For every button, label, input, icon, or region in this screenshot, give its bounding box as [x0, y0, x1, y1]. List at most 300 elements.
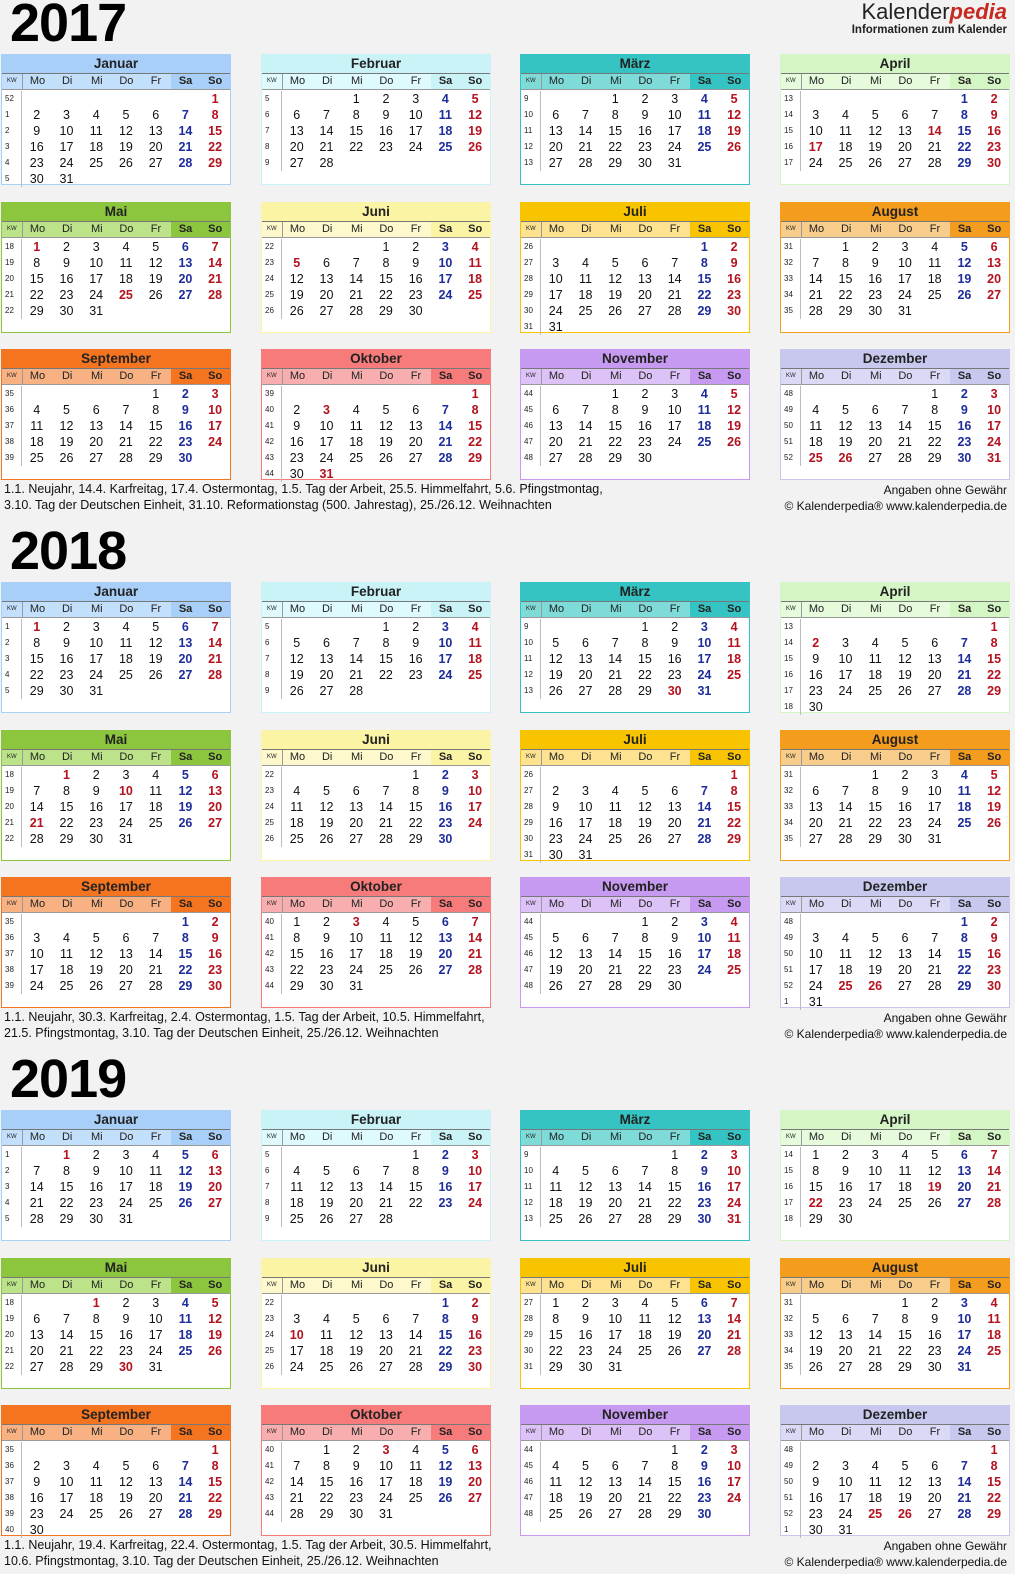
day-cell	[401, 978, 431, 994]
day-cell: 25	[548, 1507, 563, 1521]
day-cell: 13	[578, 652, 593, 666]
day-cell: 11	[957, 784, 971, 798]
weekday-label-mo: Mo	[29, 751, 46, 763]
day-cell: 6	[352, 1164, 360, 1178]
day-cell: 30	[319, 979, 334, 993]
day-cell: 4	[812, 403, 820, 417]
day-cell: 16	[957, 419, 972, 433]
day-cell: 1	[812, 1148, 820, 1162]
day-cell: 24	[349, 963, 364, 977]
day-cell: 20	[118, 963, 133, 977]
day-cell: 4	[841, 108, 849, 122]
day-cell	[920, 91, 950, 107]
holiday-list	[4, 481, 744, 513]
day-cell	[860, 699, 890, 715]
day-cell: 16	[468, 1328, 483, 1342]
day-cell: 18	[697, 419, 712, 433]
day-cell: 15	[987, 1475, 1002, 1489]
day-cell: 22	[897, 1344, 912, 1358]
day-cell	[371, 1147, 401, 1163]
day-cell: 15	[667, 1180, 682, 1194]
day-cell: 25	[408, 1491, 423, 1505]
day-cell: 9	[122, 1312, 130, 1326]
week-number-header: KW	[781, 1278, 802, 1293]
day-cell: 19	[289, 288, 304, 302]
day-cell: 27	[578, 684, 593, 698]
day-cell: 16	[178, 419, 193, 433]
week-number: 52	[2, 91, 22, 107]
weekday-label-fr: Fr	[150, 751, 162, 763]
holiday-line: 1.1. Neujahr, 19.4. Karfreitag, 22.4. Ostermontag, 1.5. Tag der Arbeit, 30.5. Himmelfahrt,	[4, 1538, 492, 1552]
day-cell: 26	[927, 1196, 942, 1210]
day-cell	[282, 619, 312, 635]
day-cell: 29	[868, 832, 883, 846]
month-februar	[261, 54, 491, 185]
week-number: 14	[781, 635, 801, 651]
day-cell: 3	[901, 240, 909, 254]
day-cell: 31	[667, 156, 682, 170]
day-cell	[890, 386, 920, 402]
day-cell	[141, 91, 171, 107]
weekday-label-mi: Mi	[609, 1279, 622, 1291]
day-cell: 5	[322, 1164, 330, 1178]
week-number-header: KW	[262, 1130, 283, 1145]
week-row	[2, 418, 230, 434]
week-row	[781, 1147, 1009, 1163]
week-number: 35	[2, 914, 22, 930]
day-cell: 3	[990, 387, 998, 401]
day-cell: 22	[208, 140, 223, 154]
weeks	[2, 913, 230, 994]
day-cell: 1	[322, 1443, 330, 1457]
day-cell: 13	[808, 800, 823, 814]
day-cell: 10	[548, 272, 563, 286]
week-row	[521, 914, 749, 930]
week-row	[2, 1311, 230, 1327]
day-cell: 23	[408, 668, 423, 682]
week-row	[2, 930, 230, 946]
day-cell: 3	[412, 92, 420, 106]
day-cell	[690, 155, 720, 171]
week-row	[2, 91, 230, 107]
weekday-label-mo: Mo	[808, 751, 825, 763]
day-cell: 31	[987, 451, 1002, 465]
weekday-label-mi: Mi	[609, 223, 622, 235]
day-cell	[541, 1147, 571, 1163]
day-cell: 22	[208, 1491, 223, 1505]
week-row	[521, 239, 749, 255]
day-cell: 22	[927, 435, 942, 449]
day-cell: 2	[33, 1459, 41, 1473]
week-number: 36	[2, 930, 22, 946]
day-cell	[22, 91, 52, 107]
week-number: 23	[262, 255, 282, 271]
week-number-header: KW	[781, 74, 802, 89]
weekday-label-sa: Sa	[171, 369, 201, 384]
day-cell: 11	[149, 1164, 163, 1178]
weekday-label-so: So	[200, 1278, 230, 1293]
day-cell	[431, 155, 461, 171]
week-row	[521, 1490, 749, 1506]
weekday-label-fr: Fr	[669, 603, 681, 615]
day-cell: 6	[611, 1459, 619, 1473]
weekday-label-mi: Mi	[609, 370, 622, 382]
day-cell: 14	[378, 1180, 393, 1194]
weekday-label-fr: Fr	[150, 1131, 162, 1143]
week-row	[262, 402, 490, 418]
day-cell: 14	[319, 124, 334, 138]
day-cell: 7	[62, 1312, 70, 1326]
day-cell: 13	[468, 1459, 483, 1473]
day-cell: 3	[471, 768, 479, 782]
week-row	[262, 386, 490, 402]
day-cell: 2	[92, 1148, 100, 1162]
day-cell	[52, 1295, 82, 1311]
day-cell	[630, 1147, 660, 1163]
weekday-label-mi: Mi	[350, 223, 363, 235]
day-cell	[341, 155, 371, 171]
day-cell: 11	[349, 419, 363, 433]
day-cell	[690, 1359, 720, 1375]
week-row	[781, 1327, 1009, 1343]
day-cell: 21	[408, 1344, 423, 1358]
day-cell: 19	[378, 435, 393, 449]
day-cell: 12	[637, 800, 652, 814]
day-cell: 26	[178, 816, 193, 830]
day-cell: 27	[319, 684, 334, 698]
weekday-label-do: Do	[898, 75, 913, 87]
day-cell	[431, 386, 461, 402]
weekday-label-so: So	[460, 1425, 490, 1440]
day-cell: 13	[89, 419, 104, 433]
day-cell: 25	[178, 1344, 193, 1358]
week-number: 48	[781, 386, 801, 402]
day-cell: 8	[671, 1459, 679, 1473]
weekday-label-mo: Mo	[289, 603, 306, 615]
day-cell: 25	[608, 832, 623, 846]
day-cell: 7	[611, 931, 619, 945]
day-cell: 26	[957, 288, 972, 302]
day-cell: 2	[960, 387, 968, 401]
day-cell: 28	[208, 288, 223, 302]
day-cell: 30	[89, 832, 104, 846]
day-cell	[571, 619, 601, 635]
week-number: 35	[2, 1442, 22, 1458]
month-name: Mai	[2, 731, 230, 750]
day-cell: 14	[667, 272, 682, 286]
day-cell: 14	[468, 931, 483, 945]
day-cell: 23	[957, 435, 972, 449]
day-cell: 30	[637, 156, 652, 170]
day-cell: 9	[62, 256, 70, 270]
day-cell: 30	[727, 304, 742, 318]
weekday-header-row	[262, 897, 490, 913]
week-number: 3	[2, 1179, 22, 1195]
day-cell	[401, 466, 431, 482]
day-cell: 17	[957, 1328, 972, 1342]
day-cell: 3	[581, 784, 589, 798]
day-cell: 23	[319, 963, 334, 977]
day-cell: 25	[578, 304, 593, 318]
day-cell: 20	[148, 140, 163, 154]
week-number: 48	[521, 450, 541, 466]
week-number: 9	[521, 1147, 541, 1163]
day-cell: 29	[59, 1212, 74, 1226]
weekday-label-sa: Sa	[431, 750, 461, 765]
day-cell	[312, 91, 342, 107]
week-number-header: KW	[781, 602, 802, 617]
week-number: 50	[781, 1474, 801, 1490]
day-cell: 25	[727, 668, 742, 682]
day-cell: 26	[727, 435, 742, 449]
day-cell	[950, 303, 980, 319]
day-cell: 21	[349, 668, 364, 682]
week-number-header: KW	[521, 222, 542, 237]
week-row	[262, 255, 490, 271]
weekday-label-so: So	[719, 222, 749, 237]
day-cell: 16	[868, 272, 883, 286]
weekday-label-fr: Fr	[150, 603, 162, 615]
day-cell: 28	[118, 451, 133, 465]
week-number: 36	[2, 1458, 22, 1474]
week-number: 36	[2, 402, 22, 418]
day-cell: 24	[438, 668, 453, 682]
day-cell: 16	[808, 668, 823, 682]
weeks	[521, 618, 749, 699]
day-cell: 4	[552, 1164, 560, 1178]
week-number-header: KW	[781, 750, 802, 765]
day-cell: 16	[987, 124, 1002, 138]
weekday-label-so: So	[200, 897, 230, 912]
weekday-header-row	[2, 222, 230, 238]
day-cell: 13	[957, 1164, 972, 1178]
weekday-label-sa: Sa	[690, 897, 720, 912]
day-cell: 13	[608, 1180, 623, 1194]
weekday-label-sa: Sa	[171, 222, 201, 237]
day-cell: 21	[378, 1196, 393, 1210]
day-cell: 16	[697, 1180, 712, 1194]
day-cell: 6	[412, 403, 420, 417]
day-cell: 30	[838, 1212, 853, 1226]
day-cell: 26	[838, 451, 853, 465]
weeks	[521, 1146, 749, 1227]
day-cell: 4	[931, 240, 939, 254]
day-cell: 28	[349, 684, 364, 698]
day-cell: 23	[468, 1344, 483, 1358]
day-cell: 21	[808, 288, 823, 302]
month-name: November	[521, 878, 749, 897]
day-cell	[312, 386, 342, 402]
month-februar	[261, 1110, 491, 1241]
day-cell: 7	[730, 1296, 738, 1310]
day-cell: 1	[552, 1296, 560, 1310]
day-cell	[571, 319, 601, 335]
day-cell: 15	[29, 652, 44, 666]
day-cell: 15	[957, 124, 972, 138]
day-cell: 21	[148, 963, 163, 977]
day-cell: 17	[897, 272, 912, 286]
week-number: 8	[262, 667, 282, 683]
day-cell: 21	[927, 963, 942, 977]
day-cell: 7	[382, 1164, 390, 1178]
day-cell: 3	[293, 1312, 301, 1326]
day-cell: 19	[868, 140, 883, 154]
day-cell: 15	[987, 652, 1002, 666]
day-cell: 19	[868, 963, 883, 977]
day-cell: 9	[841, 1164, 849, 1178]
day-cell: 29	[468, 451, 483, 465]
day-cell: 7	[33, 784, 41, 798]
day-cell: 28	[178, 156, 193, 170]
week-number: 19	[2, 255, 22, 271]
day-cell: 27	[957, 1196, 972, 1210]
day-cell: 30	[697, 1507, 712, 1521]
day-cell: 23	[927, 1344, 942, 1358]
day-cell: 11	[438, 108, 452, 122]
week-number: 34	[781, 1343, 801, 1359]
day-cell: 29	[667, 1507, 682, 1521]
day-cell: 12	[319, 800, 334, 814]
week-number: 39	[2, 450, 22, 466]
week-row	[521, 155, 749, 171]
day-cell	[282, 767, 312, 783]
day-cell	[630, 1442, 660, 1458]
day-cell: 1	[611, 92, 619, 106]
weekday-label-mo: Mo	[289, 370, 306, 382]
day-cell: 13	[927, 652, 942, 666]
month-name: April	[781, 583, 1009, 602]
day-cell: 23	[289, 451, 304, 465]
day-cell: 31	[118, 1212, 133, 1226]
day-cell	[801, 619, 831, 635]
day-cell: 20	[608, 1491, 623, 1505]
month-august	[780, 730, 1010, 861]
weekday-label-fr: Fr	[410, 223, 422, 235]
day-cell: 1	[471, 387, 479, 401]
day-cell: 21	[29, 816, 44, 830]
day-cell: 19	[438, 1475, 453, 1489]
day-cell: 31	[727, 1212, 742, 1226]
weekday-label-mo: Mo	[808, 75, 825, 87]
weekday-label-do: Do	[119, 370, 134, 382]
day-cell: 10	[957, 1312, 972, 1326]
day-cell: 20	[927, 668, 942, 682]
day-cell: 16	[637, 124, 652, 138]
month-name: Juli	[521, 731, 749, 750]
day-cell	[22, 1147, 52, 1163]
day-cell	[312, 767, 342, 783]
day-cell: 10	[927, 784, 942, 798]
month-name: April	[781, 55, 1009, 74]
week-number: 38	[2, 962, 22, 978]
weekday-label-fr: Fr	[669, 1279, 681, 1291]
day-cell: 1	[382, 240, 390, 254]
day-cell: 14	[608, 652, 623, 666]
day-cell	[341, 386, 371, 402]
weekday-label-so: So	[719, 74, 749, 89]
day-cell: 5	[841, 403, 849, 417]
day-cell: 28	[727, 1344, 742, 1358]
week-row	[2, 1490, 230, 1506]
week-row	[781, 1359, 1009, 1375]
day-cell	[282, 1147, 312, 1163]
day-cell	[81, 1522, 111, 1538]
day-cell: 20	[178, 652, 193, 666]
weekday-label-sa: Sa	[431, 74, 461, 89]
day-cell: 17	[468, 800, 483, 814]
day-cell: 14	[578, 124, 593, 138]
day-cell	[81, 171, 111, 187]
day-cell: 12	[438, 1459, 453, 1473]
week-number: 19	[2, 1311, 22, 1327]
month-name: Februar	[262, 1111, 490, 1130]
day-cell: 27	[808, 832, 823, 846]
day-cell: 16	[29, 140, 44, 154]
week-row	[262, 799, 490, 815]
day-cell: 9	[382, 108, 390, 122]
day-cell: 24	[897, 288, 912, 302]
week-row	[2, 978, 230, 994]
day-cell: 22	[987, 1491, 1002, 1505]
day-cell: 30	[59, 684, 74, 698]
day-cell: 1	[990, 1443, 998, 1457]
day-cell: 22	[608, 435, 623, 449]
week-row	[521, 107, 749, 123]
day-cell: 16	[578, 1328, 593, 1342]
weekday-label-fr: Fr	[410, 75, 422, 87]
day-cell: 21	[468, 947, 483, 961]
weekday-label-so: So	[719, 1425, 749, 1440]
day-cell: 7	[641, 1459, 649, 1473]
day-cell	[920, 994, 950, 1010]
week-row	[781, 1295, 1009, 1311]
week-row	[521, 303, 749, 319]
day-cell: 22	[378, 288, 393, 302]
week-number: 2	[2, 1163, 22, 1179]
weekday-label-fr: Fr	[150, 1426, 162, 1438]
week-number: 3	[2, 139, 22, 155]
day-cell	[22, 767, 52, 783]
week-row	[2, 1458, 230, 1474]
day-cell: 18	[148, 1180, 163, 1194]
day-cell	[141, 831, 171, 847]
day-cell: 12	[548, 652, 563, 666]
weekday-label-fr: Fr	[150, 370, 162, 382]
day-cell: 29	[987, 1507, 1002, 1521]
weekday-label-mi: Mi	[350, 75, 363, 87]
day-cell: 25	[468, 668, 483, 682]
day-cell: 23	[897, 816, 912, 830]
day-cell	[371, 683, 401, 699]
day-cell: 1	[841, 240, 849, 254]
week-row	[781, 783, 1009, 799]
weekday-label-mo: Mo	[548, 1279, 565, 1291]
day-cell	[431, 978, 461, 994]
day-cell: 14	[349, 652, 364, 666]
day-cell: 30	[667, 684, 682, 698]
day-cell: 5	[152, 620, 160, 634]
day-cell: 27	[987, 288, 1002, 302]
day-cell: 11	[290, 800, 304, 814]
week-row	[2, 171, 230, 187]
week-row	[781, 123, 1009, 139]
day-cell: 21	[208, 652, 223, 666]
week-row	[262, 930, 490, 946]
day-cell: 25	[349, 451, 364, 465]
weekday-label-do: Do	[119, 1131, 134, 1143]
day-cell: 6	[671, 784, 679, 798]
day-cell: 5	[990, 768, 998, 782]
